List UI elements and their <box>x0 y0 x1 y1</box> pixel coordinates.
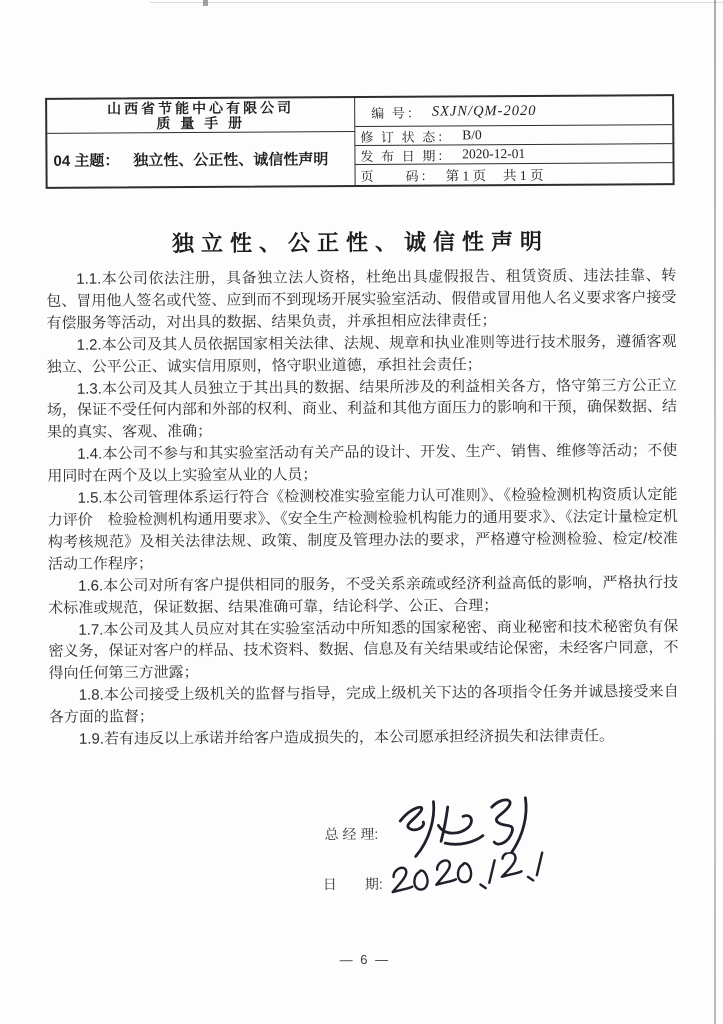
declaration-title: 独立性、公正性、诚信性声明 <box>171 228 550 257</box>
release-date-value: 2020-12-01 <box>462 145 526 162</box>
release-date-label: 发 布 日 期： <box>360 147 453 164</box>
declaration-body <box>46 265 679 751</box>
declaration-paragraph: 1.8.本公司接受上级机关的监督与指导，完成上级机关下达的各项指令任务并诚恳接受来自各方面的监督； <box>48 683 679 727</box>
doc-number-row <box>355 96 672 127</box>
subject-label: 04 主题： <box>53 152 120 170</box>
doc-number-label: 编 号： <box>371 105 422 121</box>
declaration-paragraph: 1.7.本公司及其人员应对其在实验室活动中所知悉的国家秘密、商业秘密和技术秘密负有保密义务，保证对客户的样品、技术资料、数据、信息及有关结果或结论保密，未经客户同意，不得向任何第三方泄露； <box>48 617 679 683</box>
manual-name: 质 量 手 册 <box>156 114 246 132</box>
declaration-paragraph: 1.6.本公司对所有客户提供相同的服务，不受关系亲疏或经济利益高低的影响，严格执行技术标准或规范，保证数据、结果准确可靠，结论科学、公正、合理； <box>48 573 679 617</box>
declaration-paragraph: 1.9.若有违反以上承诺并给客户造成损失的，本公司愿承担经济损失和法律责任。 <box>78 727 615 748</box>
subject-value: 独立性、公正性、诚信性声明 <box>133 151 329 170</box>
company-name-cell <box>47 98 354 134</box>
general-manager-label: 总 经 理: <box>324 825 379 843</box>
revision-state-label: 修 订 状 态： <box>360 128 453 145</box>
declaration-paragraph: 1.2.本公司及其人员依据国家相关法律、法规、规章和执业准则等进行技术服务，遵循客观独立、公平公正、诚实信用原则，恪守职业道德，承担社会责任； <box>46 332 677 376</box>
subject-cell <box>47 132 354 187</box>
declaration-paragraph: 1.5.本公司管理体系运行符合《检测校准实验室能力认可准则》、《检验检测机构资质认定能力评价 检验检测机构通用要求》、《安全生产检测检验机构能力的通用要求》、《法定计量检定机构考核规范》及相关法律法规、政策、制度及管理办法的要求，严格遵守检测检验、检定/校准活动工作程序； <box>47 486 678 573</box>
page-number-row <box>356 163 673 185</box>
header-table <box>45 94 675 189</box>
release-date-row <box>355 144 672 165</box>
header-table-right-column <box>355 96 673 185</box>
page-number-value: 第 1 页 共 1 页 <box>445 167 544 184</box>
page-number-label: 页 码： <box>360 168 436 184</box>
revision-state-row <box>355 125 672 146</box>
declaration-paragraph: 1.3.本公司及其人员独立于其出具的数据、结果所涉及的利益相关各方，恪守第三方公正立场，保证不受任何内部和外部的权利、商业、利益和其他方面压力的影响和干预，确保数据、结果的真实、客观、准确； <box>46 376 678 442</box>
date-label: 日 期: <box>322 875 383 893</box>
declaration-paragraph: 1.4.本公司不参与和其实验室活动有关产品的设计、开发、生产、销售、维修等活动；不使用同时在两个及以上实验室从业的人员； <box>47 442 678 486</box>
declaration-paragraph: 1.1.本公司依法注册，具备独立法人资格，杜绝出具虚假报告、租赁资质、违法挂靠、转包、冒用他人签名或代签、应到而不到现场开展实验室活动、假借或冒用他人名义要求客户接受有偿服务等活动，对出具的数据、结果负责，并承担相应法律责任； <box>46 267 677 332</box>
footer-page-number: — 6 — <box>339 951 391 968</box>
revision-state-value: B/0 <box>462 127 482 143</box>
header-table-left-column <box>47 98 356 187</box>
company-name: 山西省节能中心有限公司 <box>107 99 295 117</box>
doc-number-value: SXJN/QM-2020 <box>431 102 537 120</box>
